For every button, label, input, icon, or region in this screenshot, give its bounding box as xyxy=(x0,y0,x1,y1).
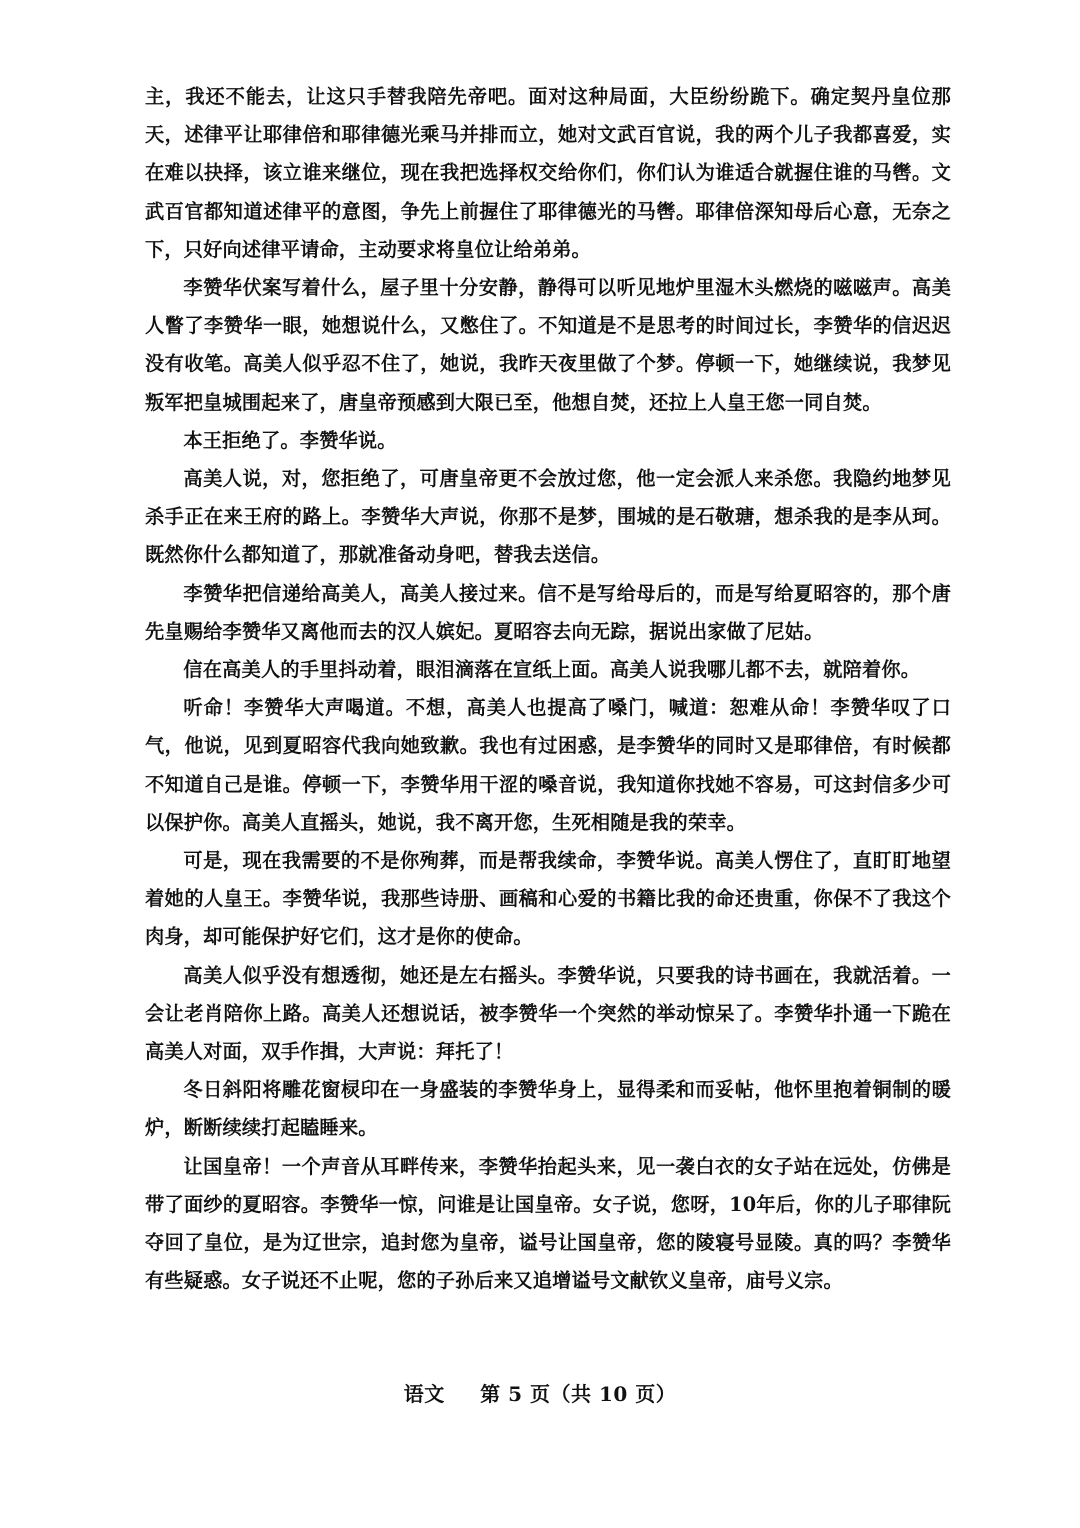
paragraph: 李赞华把信递给高美人，高美人接过来。信不是写给母后的，而是写给夏昭容的，那个唐先皇赐给李赞华又离他而去的汉人嫔妃。夏昭容去向无踪，据说出家做了尼姑。 xyxy=(145,581,951,643)
paragraph: 高美人说，对，您拒绝了，可唐皇帝更不会放过您，他一定会派人来杀您。我隐约地梦见杀手正在来王府的路上。李赞华大声说，你那不是梦，围城的是石敬瑭，想杀我的是李从珂。既然你什么都知道了，那就准备动身吧，替我去送信。 xyxy=(145,467,951,567)
paragraph: 听命！李赞华大声喝道。不想，高美人也提高了嗓门，喊道：恕难从命！李赞华叹了口气，他说，见到夏昭容代我向她致歉。我也有过困惑，是李赞华的同时又是耶律倍，有时候都不知道自己是谁。停顿一下，李赞华用干涩的嗓音说，我知道你找她不容易，可这封信多少可以保护你。高美人直摇头，她说，我不离开您，生死相随是我的荣幸。 xyxy=(145,696,951,834)
footer-page-number: 第 5 页（共 10 页） xyxy=(480,1382,677,1406)
paragraph: 可是，现在我需要的不是你殉葬，而是帮我续命，李赞华说。高美人愣住了，直盯盯地望着她的人皇王。李赞华说，我那些诗册、画稿和心爱的书籍比我的命还贵重，你保不了我这个肉身，却可能保护好它们，这才是你的使命。 xyxy=(145,849,951,949)
paragraph: 冬日斜阳将雕花窗棂印在一身盛装的李赞华身上，显得柔和而妥帖，他怀里抱着铜制的暖炉，断断续续打起瞌睡来。 xyxy=(145,1078,951,1140)
paragraph: 本王拒绝了。李赞华说。 xyxy=(183,428,397,452)
page-footer xyxy=(0,1378,1080,1407)
paragraph: 信在高美人的手里抖动着，眼泪滴落在宣纸上面。高美人说我哪儿都不去，就陪着你。 xyxy=(183,658,921,682)
paragraph: 让国皇帝！一个声音从耳畔传来，李赞华抬起头来，见一袭白衣的女子站在远处，仿佛是带了面纱的夏昭容。李赞华一惊，问谁是让国皇帝。女子说，您呀，10年后，你的儿子耶律阮夺回了皇位，是为辽世宗，追封您为皇帝，谥号让国皇帝，您的陵寝号显陵。真的吗？李赞华有些疑惑。女子说还不止呢，您的子孙后来又追增谥号文献钦义皇帝，庙号义宗。 xyxy=(145,1154,951,1293)
footer-subject: 语文 xyxy=(403,1382,445,1406)
paragraph-continued: 主，我还不能去，让这只手替我陪先帝吧。面对这种局面，大臣纷纷跪下。确定契丹皇位那天，述律平让耶律倍和耶律德光乘马并排而立，她对文武百官说，我的两个儿子我都喜爱，实在难以抉择，该立谁来继位，现在我把选择权交给你们，你们认为谁适合就握住谁的马辔。文武百官都知道述律平的意图，争先上前握住了耶律德光的马辔。耶律倍深知母后心意，无奈之下，只好向述律平请命，主动要求将皇位让给弟弟。 xyxy=(145,85,951,261)
paragraph: 高美人似乎没有想透彻，她还是左右摇头。李赞华说，只要我的诗书画在，我就活着。一会让老肖陪你上路。高美人还想说话，被李赞华一个突然的举动惊呆了。李赞华扑通一下跪在高美人对面，双手作揖，大声说：拜托了！ xyxy=(145,963,951,1064)
page-body xyxy=(145,78,951,1301)
paragraph: 李赞华伏案写着什么，屋子里十分安静，静得可以听见地炉里湿木头燃烧的嗞嗞声。高美人瞥了李赞华一眼，她想说什么，又憋住了。不知道是不是思考的时间过长，李赞华的信迟迟没有收笔。高美人似乎忍不住了，她说，我昨天夜里做了个梦。停顿一下，她继续说，我梦见叛军把皇城围起来了，唐皇帝预感到大限已至，他想自焚，还拉上人皇王您一同自焚。 xyxy=(145,276,951,414)
